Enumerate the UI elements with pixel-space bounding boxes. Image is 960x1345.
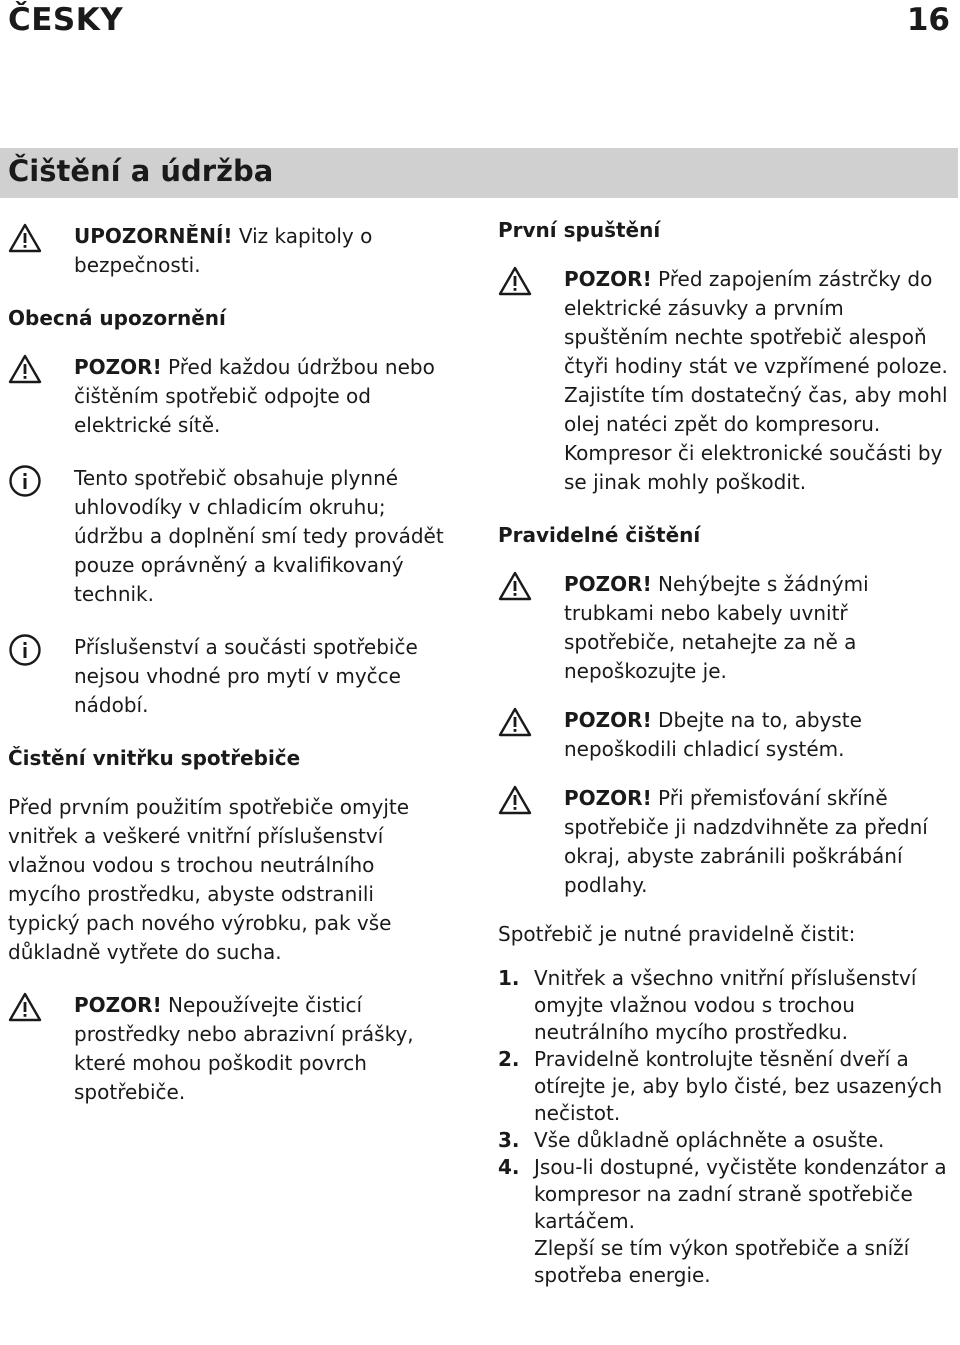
- step-text: Jsou-li dostupné, vyčistěte kondenzátor a kompresor na zadní straně spotřebiče kartáčem.: [534, 1155, 947, 1233]
- step-number: 1.: [498, 966, 520, 990]
- header-language: ČESKY: [8, 2, 124, 38]
- steps-intro: Spotřebič je nutné pravidelně čistit:: [498, 922, 856, 946]
- caution-keyword: POZOR!: [74, 355, 162, 379]
- caution-note-moving: [498, 784, 954, 900]
- info-text-dishwasher: Příslušenství a součásti spotřebiče nejsou vhodné pro mytí v myčce nádobí.: [74, 635, 418, 717]
- list-item: [498, 965, 954, 1046]
- warning-triangle-icon: [498, 784, 534, 820]
- caution-text: Před každou údržbou nebo čištěním spotřebič odpojte od elektrické sítě.: [74, 355, 435, 437]
- warning-triangle-icon: [498, 570, 534, 606]
- caution-keyword: POZOR!: [74, 993, 162, 1017]
- page-number: 16: [906, 2, 950, 38]
- step-text: Pravidelně kontrolujte těsnění dveří a otírejte je, aby bylo čisté, bez usazených nečistot.: [534, 1047, 943, 1125]
- general-heading: Obecná upozornění: [8, 306, 226, 330]
- section-title-band: [0, 148, 958, 198]
- caution-text: Nepoužívejte čisticí prostředky nebo abrazivní prášky, které mohou poškodit povrch spotřebiče.: [74, 993, 414, 1104]
- caution-keyword: POZOR!: [564, 708, 652, 732]
- list-item: [498, 1127, 954, 1154]
- step-number: 4.: [498, 1155, 520, 1179]
- caution-text: Dbejte na to, abyste nepoškodili chladicí systém.: [564, 708, 862, 761]
- left-column: [8, 222, 448, 1107]
- step-text: Vše důkladně opláchněte a osušte.: [534, 1128, 885, 1152]
- interior-heading: Čistění vnitřku spotřebiče: [8, 746, 301, 770]
- step-number: 3.: [498, 1128, 520, 1152]
- info-note-refrigerant: [8, 464, 448, 609]
- list-item: [498, 1154, 954, 1289]
- warning-note-safety: [8, 222, 448, 280]
- step-extra-text: Zlepší se tím výkon spotřebiče a sníží spotřeba energie.: [534, 1236, 910, 1287]
- right-column: [498, 216, 954, 1289]
- list-item: [498, 1046, 954, 1127]
- warning-keyword: UPOZORNĚNÍ!: [74, 224, 233, 248]
- caution-note-unplug: [8, 353, 448, 440]
- info-note-dishwasher: [8, 633, 448, 720]
- first-start-heading: První spuštění: [498, 218, 661, 242]
- caution-text: Nehýbejte s žádnými trubkami nebo kabely uvnitř spotřebiče, netahejte za ně a nepoškozujte je.: [564, 572, 869, 683]
- step-text: Vnitřek a všechno vnitřní příslušenství omyjte vlažnou vodou s trochou neutrálního mycího prostředku.: [534, 966, 917, 1044]
- caution-note-tubes: [498, 570, 954, 686]
- caution-text: Při přemisťování skříně spotřebiče ji nadzdvihněte za přední okraj, abyste zabránili poškrábání podlahy.: [564, 786, 928, 897]
- caution-keyword: POZOR!: [564, 572, 652, 596]
- caution-note-cooling: [498, 706, 954, 764]
- info-circle-icon: [8, 633, 44, 669]
- info-circle-icon: [8, 464, 44, 500]
- section-title: Čištění a údržba: [8, 154, 274, 188]
- caution-note-first-start: [498, 265, 954, 497]
- interior-text: Před prvním použitím spotřebiče omyjte vnitřek a veškeré vnitřní příslušenství vlažnou vodou s trochou neutrálního mycího prostředku, abyste odstranili typický pach nového výrobku, pak vše důkladně vytřete do sucha.: [8, 795, 410, 964]
- warning-triangle-icon: [498, 706, 534, 742]
- warning-triangle-icon: [8, 222, 44, 258]
- info-text-refrigerant: Tento spotřebič obsahuje plynné uhlovodíky v chladicím okruhu; údržbu a doplnění smí tedy provádět pouze oprávněný a kvalifikovaný technik.: [74, 466, 444, 606]
- warning-triangle-icon: [8, 991, 44, 1027]
- caution-note-abrasive: [8, 991, 448, 1107]
- caution-keyword: POZOR!: [564, 786, 652, 810]
- warning-triangle-icon: [498, 265, 534, 301]
- warning-triangle-icon: [8, 353, 44, 389]
- cleaning-steps-list: [498, 965, 954, 1289]
- regular-cleaning-heading: Pravidelné čištění: [498, 523, 701, 547]
- step-number: 2.: [498, 1047, 520, 1071]
- caution-text: Před zapojením zástrčky do elektrické zásuvky a prvním spuštěním nechte spotřebič alespoň čtyři hodiny stát ve vzpřímené poloze. Zajistíte tím dostatečný čas, aby mohl olej natéci zpět do kompresoru. Kompresor či elektronické součásti by se jinak mohly poškodit.: [564, 267, 948, 494]
- caution-keyword: POZOR!: [564, 267, 652, 291]
- warning-text: Viz kapitoly o bezpečnosti.: [74, 224, 373, 277]
